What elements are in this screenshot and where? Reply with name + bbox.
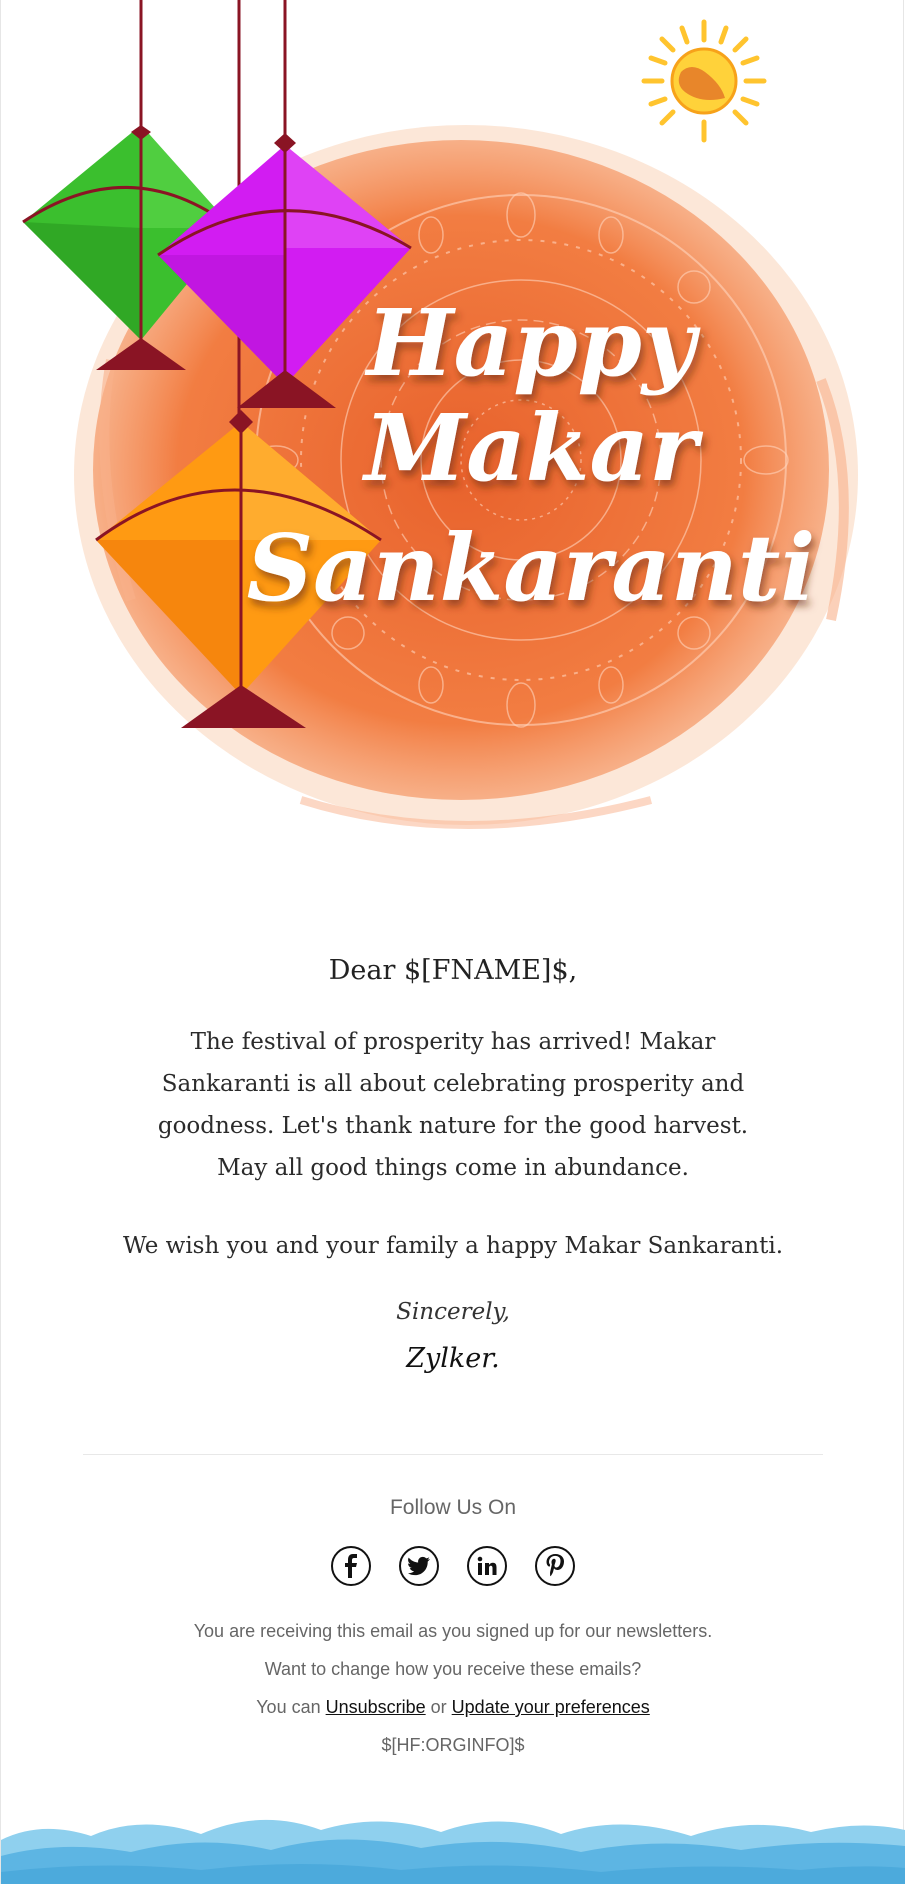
follow-us-label: Follow Us On: [389, 1496, 517, 1519]
message-paragraph: The festival of prosperity has arrived! Makar Sankaranti is all about celebrating prosperity and goodness. Let's thank nature for the good harvest. May all good things come in abundance.: [157, 1029, 749, 1182]
letter-body: [1, 955, 905, 1374]
twitter-icon[interactable]: [399, 1546, 439, 1586]
notice-line3: [1, 1688, 905, 1726]
wish-line: We wish you and your family a happy Makar Sankaranti.: [122, 1233, 784, 1260]
greeting: Dear $[FNAME]$,: [328, 955, 578, 986]
hero-title-line1: Happy: [366, 289, 696, 397]
notice-or: or: [425, 1697, 452, 1717]
org-info: $[HF:ORGINFO]$: [381, 1735, 525, 1755]
unsubscribe-link[interactable]: Unsubscribe: [325, 1697, 426, 1717]
closing: Sincerely,: [396, 1299, 510, 1326]
signature: Zylker.: [406, 1343, 500, 1375]
linkedin-icon[interactable]: [467, 1546, 507, 1586]
notice-line2: Want to change how you receive these emails?: [264, 1659, 642, 1679]
divider: [83, 1454, 823, 1455]
watercolor-border: [1, 1800, 905, 1884]
update-preferences-link[interactable]: Update your preferences: [451, 1697, 650, 1717]
footer: [1, 1496, 905, 1764]
hero-title-line3: Sankaranti: [246, 514, 816, 622]
hero-title-line2: Makar: [364, 394, 698, 502]
pinterest-icon[interactable]: [535, 1546, 575, 1586]
social-links: [1, 1546, 905, 1586]
notice-line1: You are receiving this email as you signed up for our newsletters.: [193, 1621, 713, 1641]
notice-prefix: You can: [256, 1697, 326, 1717]
facebook-icon[interactable]: [331, 1546, 371, 1586]
subscription-notice: [1, 1612, 905, 1764]
hero-banner: [1, 0, 905, 920]
sun-icon: [644, 22, 764, 140]
